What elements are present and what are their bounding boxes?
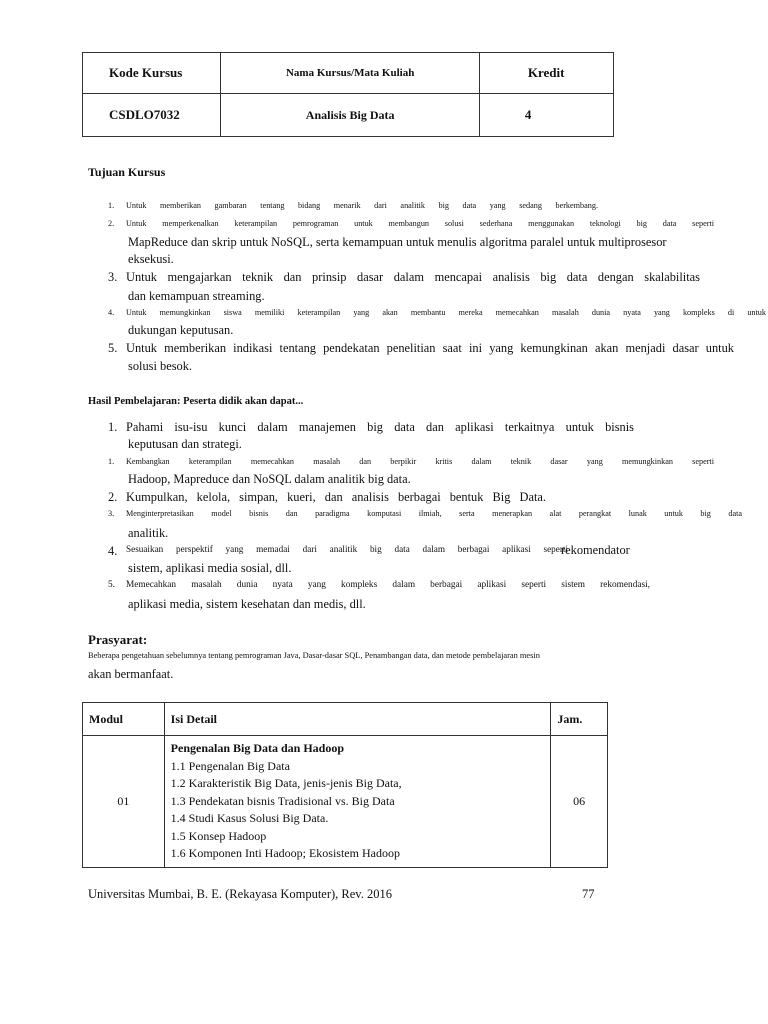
objective-item-3-line2: dan kemampuan streaming. <box>128 289 265 303</box>
objective-item-2-line3: eksekusi. <box>128 252 174 266</box>
course-code: CSDLO7032 <box>83 94 221 137</box>
header-isi-detail: Isi Detail <box>164 703 551 736</box>
header-modul: Modul <box>83 703 165 736</box>
list-item: 1.1 Pengenalan Big Data <box>170 758 290 773</box>
header-kode-kursus: Kode Kursus <box>83 53 221 94</box>
objectives-heading: Tujuan Kursus <box>88 165 166 179</box>
outcomes-heading: Hasil Pembelajaran: Peserta didik akan dapat... <box>88 396 304 407</box>
module-hours: 06 <box>551 736 608 868</box>
outcome-item-6-line2: aplikasi media, sistem kesehatan dan medis, dll. <box>128 597 366 611</box>
course-credit: 4 <box>479 94 613 137</box>
list-item: 1.6 Komponen Inti Hadoop; Ekosistem Hadoop <box>170 846 400 860</box>
list-item: 1.5 Konsep Hadoop <box>170 828 267 843</box>
list-item: 1.4 Studi Kasus Solusi Big Data. <box>170 811 329 825</box>
objective-item-5-line2: solusi besok. <box>128 359 193 373</box>
header-nama-kursus: Nama Kursus/Mata Kuliah <box>221 53 479 94</box>
prereq-line1: Beberapa pengetahuan sebelumnya tentang pemrograman Java, Dasar-dasar SQL, Penambangan data, dan metode pembelajaran mesin <box>88 651 540 660</box>
outcome-item-1-line2: keputusan dan strategi. <box>128 437 242 451</box>
table-row <box>83 736 608 868</box>
course-name: Analisis Big Data <box>221 94 479 137</box>
prereq-line2: akan bermanfaat. <box>88 667 174 681</box>
list-item: 1.2 Karakteristik Big Data, jenis-jenis Big Data, <box>170 776 402 790</box>
module-details <box>164 736 551 868</box>
module-title: Pengenalan Big Data dan Hadoop <box>170 741 345 755</box>
header-jam: Jam. <box>551 703 608 736</box>
objective-item-2-line2: MapReduce dan skrip untuk NoSQL, serta kemampuan untuk menulis algoritma paralel untuk multiprosesor <box>128 235 667 249</box>
module-table <box>82 702 608 868</box>
header-kredit: Kredit <box>479 53 613 94</box>
outcome-item-5-overlap: rekomendator <box>561 543 630 557</box>
footer-text: Universitas Mumbai, B. E. (Rekayasa Komputer), Rev. 2016 <box>88 887 392 901</box>
page-number: 77 <box>582 887 595 901</box>
outcome-item-4-line2: analitik. <box>128 526 169 540</box>
outcome-item-2-line2: Hadoop, Mapreduce dan NoSQL dalam analitik big data. <box>128 472 411 486</box>
list-item: 1.3 Pendekatan bisnis Tradisional vs. Big Data <box>170 793 395 808</box>
module-number: 01 <box>83 736 165 868</box>
outcome-item-5-line2: sistem, aplikasi media sosial, dll. <box>128 561 292 575</box>
objective-item-4-line2: dukungan keputusan. <box>128 323 234 337</box>
prereq-heading: Prasyarat: <box>88 632 148 647</box>
course-table <box>82 52 614 137</box>
